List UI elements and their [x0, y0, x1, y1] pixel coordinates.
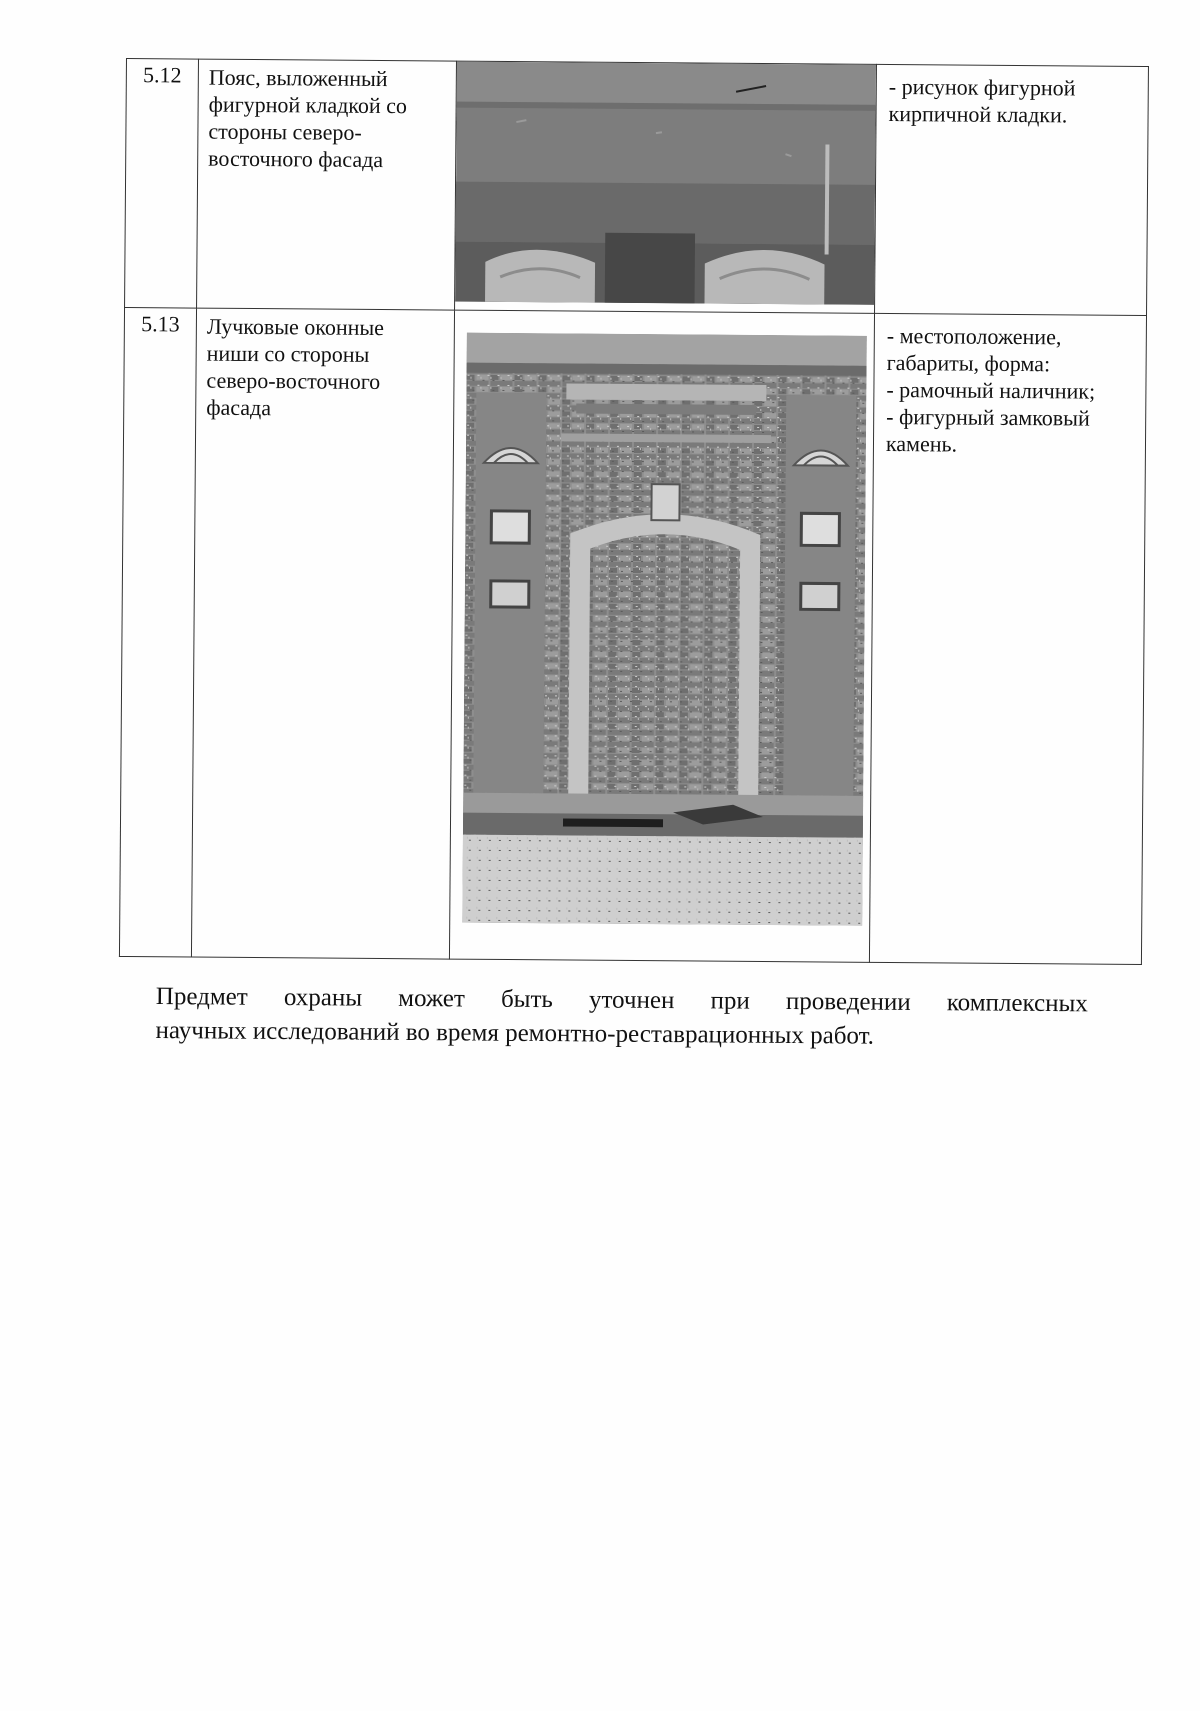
photo-cell	[455, 61, 877, 313]
name-line: фасада	[206, 394, 272, 421]
closing-note	[155, 980, 1088, 1055]
name-line: Лучковые оконные	[206, 313, 385, 341]
element-name	[197, 59, 457, 310]
protection-subject-table	[119, 58, 1149, 965]
name-line: стороны северо-	[208, 118, 362, 145]
element-name	[191, 308, 454, 959]
name-line: фигурной кладкой со	[208, 91, 408, 119]
note-line: Предмет охраны может быть уточнен при проведении комплексных	[155, 982, 1088, 1018]
feature-line: - фигурный замковый	[886, 403, 1090, 431]
name-line: северо-восточного	[206, 367, 381, 395]
protected-features	[869, 313, 1146, 964]
feature-line: - рамочный наличник;	[886, 376, 1096, 404]
protected-features	[875, 64, 1149, 315]
name-line: восточного фасада	[208, 145, 384, 173]
facade-belt-photo	[455, 62, 876, 305]
feature-line: - местоположение,	[886, 322, 1062, 350]
feature-line: - рисунок фигурной	[888, 73, 1076, 101]
feature-line: камень.	[885, 430, 958, 457]
feature-line: габариты, форма:	[886, 349, 1051, 377]
note-line: научных исследований во время ремонтно-реставрационных работ.	[155, 1016, 875, 1050]
row-number: 5.13	[119, 307, 196, 957]
name-line: ниши со стороны	[206, 340, 370, 367]
window-niche-photo	[462, 333, 867, 926]
table-row	[119, 307, 1146, 964]
name-line: Пояс, выложенный	[208, 64, 388, 92]
photo-cell	[449, 310, 874, 962]
feature-line: кирпичной кладки.	[888, 100, 1068, 128]
table-row	[125, 59, 1149, 316]
row-number: 5.12	[125, 59, 199, 309]
